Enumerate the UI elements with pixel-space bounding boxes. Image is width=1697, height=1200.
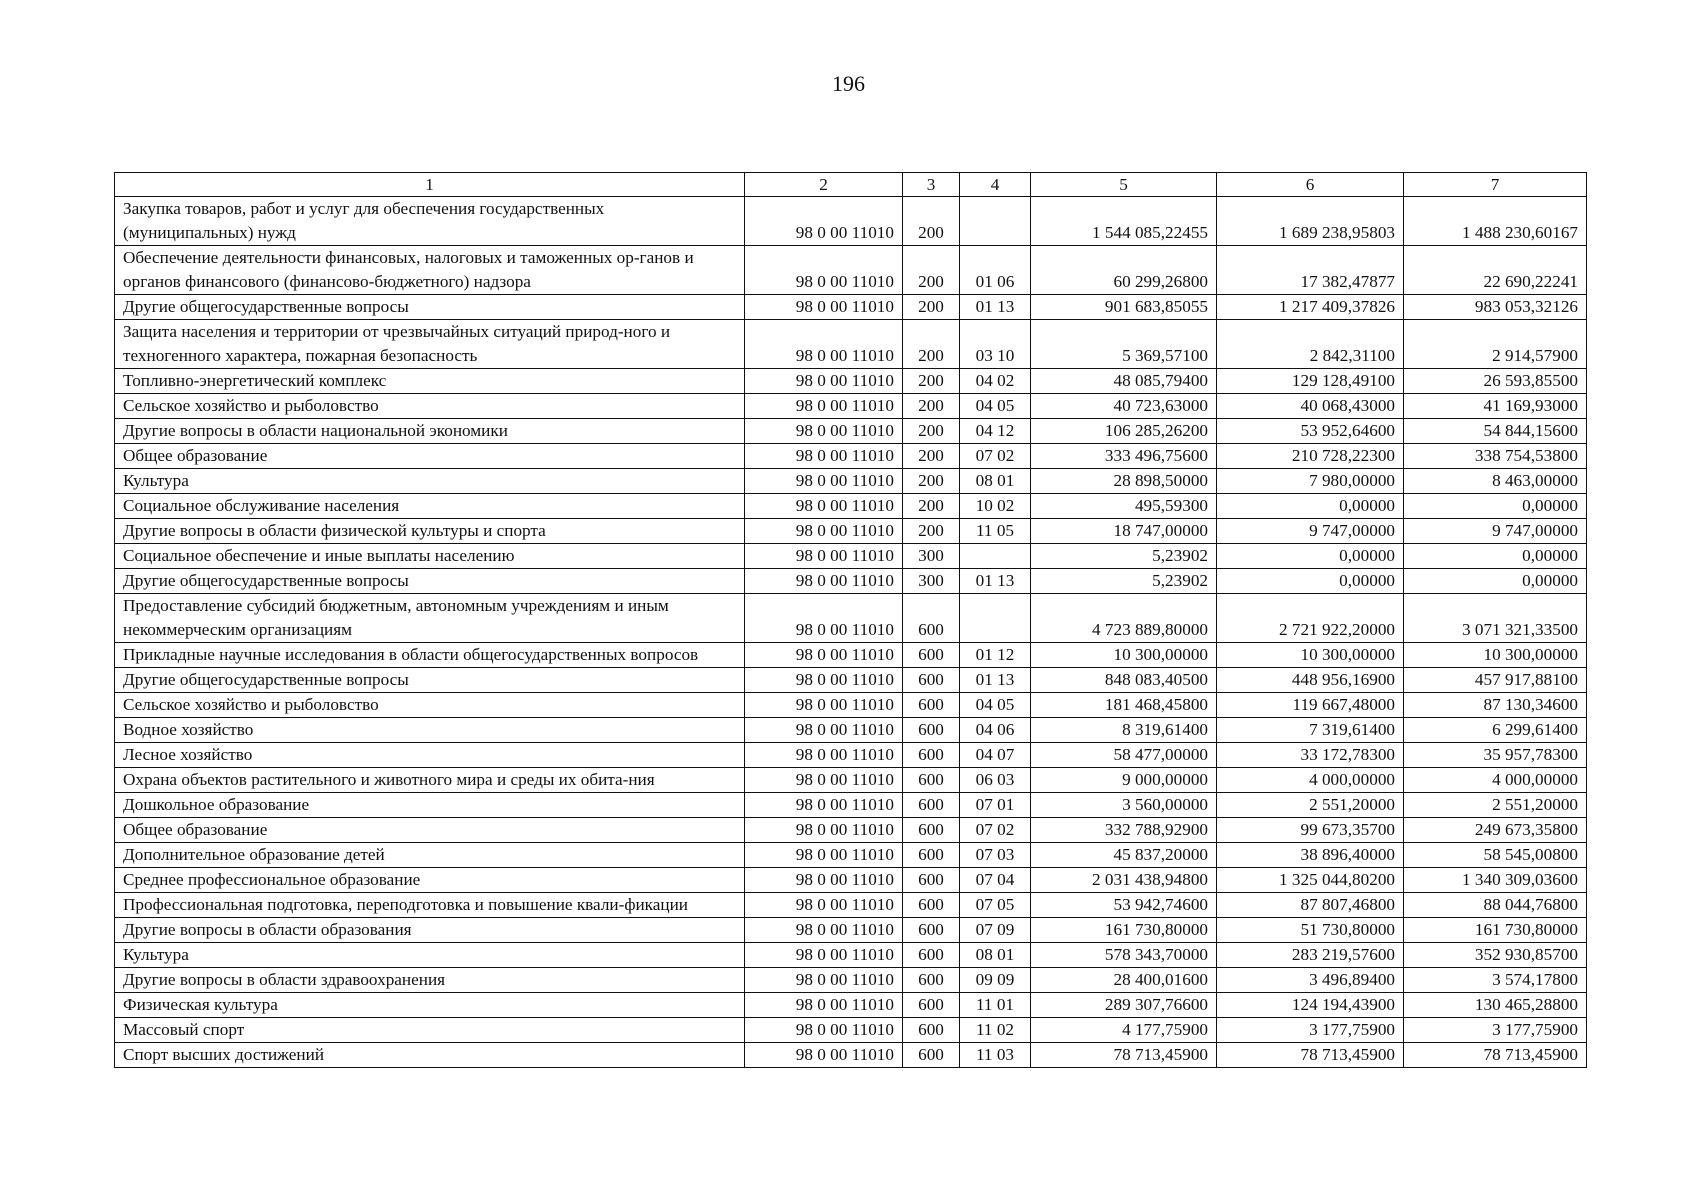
- row-value-col5: 289 307,76600: [1031, 993, 1217, 1018]
- row-value-col7: 54 844,15600: [1404, 419, 1587, 444]
- row-name: Дошкольное образование: [115, 793, 745, 818]
- row-expense-type: 200: [903, 444, 960, 469]
- row-name: Защита населения и территории от чрезвычайных ситуаций природ-ного и техногенного характера, пожарная безопасность: [115, 320, 745, 369]
- row-value-col7: 0,00000: [1404, 544, 1587, 569]
- row-value-col5: 48 085,79400: [1031, 369, 1217, 394]
- row-expense-type: 600: [903, 643, 960, 668]
- row-code: 98 0 00 11010: [745, 519, 903, 544]
- column-header-5: 5: [1031, 173, 1217, 197]
- header-row: [115, 173, 1587, 197]
- column-header-4: 4: [960, 173, 1031, 197]
- row-section: [960, 544, 1031, 569]
- row-value-col6: 119 667,48000: [1217, 693, 1404, 718]
- row-expense-type: 200: [903, 369, 960, 394]
- row-section: 11 01: [960, 993, 1031, 1018]
- row-name: Предоставление субсидий бюджетным, автономным учреждениям и иным некоммерческим организациям: [115, 594, 745, 643]
- row-expense-type: 200: [903, 320, 960, 369]
- table-row: [115, 893, 1587, 918]
- row-expense-type: 300: [903, 569, 960, 594]
- row-value-col7: 87 130,34600: [1404, 693, 1587, 718]
- row-value-col6: 3 496,89400: [1217, 968, 1404, 993]
- page-number: 196: [832, 71, 865, 96]
- row-section: 04 06: [960, 718, 1031, 743]
- table-row: [115, 918, 1587, 943]
- row-code: 98 0 00 11010: [745, 643, 903, 668]
- row-name: Другие вопросы в области физической культуры и спорта: [115, 519, 745, 544]
- row-expense-type: 600: [903, 793, 960, 818]
- row-name: Социальное обеспечение и иные выплаты населению: [115, 544, 745, 569]
- row-value-col6: 99 673,35700: [1217, 818, 1404, 843]
- row-section: 04 05: [960, 394, 1031, 419]
- row-value-col5: 10 300,00000: [1031, 643, 1217, 668]
- row-value-col5: 9 000,00000: [1031, 768, 1217, 793]
- row-expense-type: 600: [903, 893, 960, 918]
- row-section: 07 05: [960, 893, 1031, 918]
- row-expense-type: 600: [903, 1018, 960, 1043]
- table-row: [115, 768, 1587, 793]
- row-code: 98 0 00 11010: [745, 668, 903, 693]
- row-expense-type: 600: [903, 918, 960, 943]
- row-value-col5: 5,23902: [1031, 569, 1217, 594]
- row-code: 98 0 00 11010: [745, 768, 903, 793]
- row-section: 04 05: [960, 693, 1031, 718]
- table-row: [115, 295, 1587, 320]
- row-name: Топливно-энергетический комплекс: [115, 369, 745, 394]
- row-name: Общее образование: [115, 818, 745, 843]
- row-value-col5: 181 468,45800: [1031, 693, 1217, 718]
- row-value-col7: 22 690,22241: [1404, 246, 1587, 295]
- row-value-col7: 4 000,00000: [1404, 768, 1587, 793]
- row-name: Сельское хозяйство и рыболовство: [115, 693, 745, 718]
- row-code: 98 0 00 11010: [745, 246, 903, 295]
- table-row: [115, 1043, 1587, 1068]
- row-section: 11 02: [960, 1018, 1031, 1043]
- row-value-col7: 78 713,45900: [1404, 1043, 1587, 1068]
- row-code: 98 0 00 11010: [745, 197, 903, 246]
- row-name: Культура: [115, 469, 745, 494]
- row-value-col7: 35 957,78300: [1404, 743, 1587, 768]
- row-code: 98 0 00 11010: [745, 843, 903, 868]
- table-row: [115, 246, 1587, 295]
- row-value-col6: 2 842,31100: [1217, 320, 1404, 369]
- row-expense-type: 200: [903, 519, 960, 544]
- row-value-col7: 2 551,20000: [1404, 793, 1587, 818]
- row-value-col6: 129 128,49100: [1217, 369, 1404, 394]
- row-expense-type: 200: [903, 419, 960, 444]
- row-code: 98 0 00 11010: [745, 918, 903, 943]
- row-value-col6: 3 177,75900: [1217, 1018, 1404, 1043]
- row-name: Массовый спорт: [115, 1018, 745, 1043]
- row-value-col5: 161 730,80000: [1031, 918, 1217, 943]
- row-value-col5: 28 400,01600: [1031, 968, 1217, 993]
- row-section: 09 09: [960, 968, 1031, 993]
- row-value-col5: 848 083,40500: [1031, 668, 1217, 693]
- row-expense-type: 600: [903, 968, 960, 993]
- row-name: Другие общегосударственные вопросы: [115, 668, 745, 693]
- row-code: 98 0 00 11010: [745, 444, 903, 469]
- row-value-col6: 78 713,45900: [1217, 1043, 1404, 1068]
- row-value-col5: 3 560,00000: [1031, 793, 1217, 818]
- row-code: 98 0 00 11010: [745, 968, 903, 993]
- row-code: 98 0 00 11010: [745, 394, 903, 419]
- row-code: 98 0 00 11010: [745, 295, 903, 320]
- row-expense-type: 200: [903, 394, 960, 419]
- row-value-col5: 4 723 889,80000: [1031, 594, 1217, 643]
- column-header-1: 1: [115, 173, 745, 197]
- row-name: Профессиональная подготовка, переподготовка и повышение квали-фикации: [115, 893, 745, 918]
- table-row: [115, 668, 1587, 693]
- row-section: 04 07: [960, 743, 1031, 768]
- row-name: Прикладные научные исследования в области общегосударственных вопросов: [115, 643, 745, 668]
- row-value-col5: 53 942,74600: [1031, 893, 1217, 918]
- row-section: [960, 197, 1031, 246]
- row-expense-type: 200: [903, 295, 960, 320]
- row-expense-type: 600: [903, 943, 960, 968]
- row-value-col5: 1 544 085,22455: [1031, 197, 1217, 246]
- row-value-col6: 1 689 238,95803: [1217, 197, 1404, 246]
- row-name: Физическая культура: [115, 993, 745, 1018]
- table-row: [115, 693, 1587, 718]
- column-header-7: 7: [1404, 173, 1587, 197]
- row-section: 07 01: [960, 793, 1031, 818]
- row-value-col7: 8 463,00000: [1404, 469, 1587, 494]
- row-value-col7: 130 465,28800: [1404, 993, 1587, 1018]
- row-section: [960, 594, 1031, 643]
- row-value-col6: 2 721 922,20000: [1217, 594, 1404, 643]
- row-value-col7: 249 673,35800: [1404, 818, 1587, 843]
- row-code: 98 0 00 11010: [745, 320, 903, 369]
- row-expense-type: 600: [903, 1043, 960, 1068]
- row-expense-type: 600: [903, 594, 960, 643]
- row-value-col7: 161 730,80000: [1404, 918, 1587, 943]
- table-row: [115, 569, 1587, 594]
- row-section: 07 09: [960, 918, 1031, 943]
- row-code: 98 0 00 11010: [745, 469, 903, 494]
- row-value-col6: 0,00000: [1217, 544, 1404, 569]
- row-value-col5: 4 177,75900: [1031, 1018, 1217, 1043]
- table-row: [115, 793, 1587, 818]
- row-value-col7: 1 340 309,03600: [1404, 868, 1587, 893]
- row-code: 98 0 00 11010: [745, 793, 903, 818]
- row-section: 01 13: [960, 569, 1031, 594]
- row-expense-type: 600: [903, 868, 960, 893]
- column-header-3: 3: [903, 173, 960, 197]
- row-expense-type: 600: [903, 843, 960, 868]
- row-value-col7: 3 177,75900: [1404, 1018, 1587, 1043]
- row-section: 03 10: [960, 320, 1031, 369]
- row-name: Обеспечение деятельности финансовых, налоговых и таможенных ор-ганов и органов финансового (финансово-бюджетного) надзора: [115, 246, 745, 295]
- column-header-6: 6: [1217, 173, 1404, 197]
- row-value-col7: 0,00000: [1404, 494, 1587, 519]
- row-expense-type: 600: [903, 668, 960, 693]
- row-name: Другие вопросы в области национальной экономики: [115, 419, 745, 444]
- row-value-col7: 1 488 230,60167: [1404, 197, 1587, 246]
- row-section: 10 02: [960, 494, 1031, 519]
- row-value-col5: 2 031 438,94800: [1031, 868, 1217, 893]
- table-row: [115, 197, 1587, 246]
- row-value-col7: 41 169,93000: [1404, 394, 1587, 419]
- row-code: 98 0 00 11010: [745, 943, 903, 968]
- row-code: 98 0 00 11010: [745, 594, 903, 643]
- row-name: Другие вопросы в области здравоохранения: [115, 968, 745, 993]
- row-section: 01 12: [960, 643, 1031, 668]
- row-value-col6: 17 382,47877: [1217, 246, 1404, 295]
- row-expense-type: 200: [903, 469, 960, 494]
- table-row: [115, 818, 1587, 843]
- row-value-col5: 40 723,63000: [1031, 394, 1217, 419]
- row-value-col6: 283 219,57600: [1217, 943, 1404, 968]
- row-value-col6: 51 730,80000: [1217, 918, 1404, 943]
- row-expense-type: 300: [903, 544, 960, 569]
- table-row: [115, 594, 1587, 643]
- row-expense-type: 600: [903, 693, 960, 718]
- row-code: 98 0 00 11010: [745, 743, 903, 768]
- row-value-col5: 5 369,57100: [1031, 320, 1217, 369]
- row-value-col6: 38 896,40000: [1217, 843, 1404, 868]
- row-expense-type: 200: [903, 197, 960, 246]
- row-value-col5: 5,23902: [1031, 544, 1217, 569]
- row-code: 98 0 00 11010: [745, 868, 903, 893]
- row-section: 07 02: [960, 818, 1031, 843]
- row-code: 98 0 00 11010: [745, 419, 903, 444]
- row-code: 98 0 00 11010: [745, 494, 903, 519]
- row-value-col7: 457 917,88100: [1404, 668, 1587, 693]
- row-section: 04 12: [960, 419, 1031, 444]
- row-section: 08 01: [960, 469, 1031, 494]
- row-value-col7: 983 053,32126: [1404, 295, 1587, 320]
- row-name: Охрана объектов растительного и животного мира и среды их обита-ния: [115, 768, 745, 793]
- row-name: Другие общегосударственные вопросы: [115, 295, 745, 320]
- row-section: 01 06: [960, 246, 1031, 295]
- row-expense-type: 200: [903, 494, 960, 519]
- table-row: [115, 394, 1587, 419]
- row-value-col6: 9 747,00000: [1217, 519, 1404, 544]
- row-value-col7: 10 300,00000: [1404, 643, 1587, 668]
- row-value-col5: 332 788,92900: [1031, 818, 1217, 843]
- table-row: [115, 494, 1587, 519]
- table-row: [115, 320, 1587, 369]
- row-value-col5: 45 837,20000: [1031, 843, 1217, 868]
- row-value-col7: 9 747,00000: [1404, 519, 1587, 544]
- table-row: [115, 1018, 1587, 1043]
- row-value-col5: 578 343,70000: [1031, 943, 1217, 968]
- row-expense-type: 600: [903, 993, 960, 1018]
- row-code: 98 0 00 11010: [745, 1043, 903, 1068]
- table-row: [115, 743, 1587, 768]
- row-value-col5: 495,59300: [1031, 494, 1217, 519]
- row-name: Общее образование: [115, 444, 745, 469]
- row-value-col6: 210 728,22300: [1217, 444, 1404, 469]
- row-value-col7: 352 930,85700: [1404, 943, 1587, 968]
- row-value-col6: 1 325 044,80200: [1217, 868, 1404, 893]
- table-row: [115, 993, 1587, 1018]
- row-value-col6: 7 319,61400: [1217, 718, 1404, 743]
- row-value-col5: 106 285,26200: [1031, 419, 1217, 444]
- row-value-col7: 2 914,57900: [1404, 320, 1587, 369]
- row-value-col6: 0,00000: [1217, 494, 1404, 519]
- row-value-col7: 338 754,53800: [1404, 444, 1587, 469]
- row-value-col6: 40 068,43000: [1217, 394, 1404, 419]
- row-name: Спорт высших достижений: [115, 1043, 745, 1068]
- table-row: [115, 868, 1587, 893]
- row-name: Среднее профессиональное образование: [115, 868, 745, 893]
- row-name: Сельское хозяйство и рыболовство: [115, 394, 745, 419]
- table-row: [115, 519, 1587, 544]
- row-section: 11 03: [960, 1043, 1031, 1068]
- row-expense-type: 600: [903, 818, 960, 843]
- table-row: [115, 419, 1587, 444]
- row-section: 04 02: [960, 369, 1031, 394]
- table-row: [115, 544, 1587, 569]
- table-row: [115, 643, 1587, 668]
- row-value-col6: 53 952,64600: [1217, 419, 1404, 444]
- row-value-col6: 1 217 409,37826: [1217, 295, 1404, 320]
- row-value-col5: 901 683,85055: [1031, 295, 1217, 320]
- row-value-col7: 88 044,76800: [1404, 893, 1587, 918]
- row-value-col7: 6 299,61400: [1404, 718, 1587, 743]
- row-code: 98 0 00 11010: [745, 569, 903, 594]
- row-value-col6: 10 300,00000: [1217, 643, 1404, 668]
- row-value-col5: 58 477,00000: [1031, 743, 1217, 768]
- row-value-col5: 8 319,61400: [1031, 718, 1217, 743]
- table-row: [115, 843, 1587, 868]
- row-section: 01 13: [960, 295, 1031, 320]
- row-value-col5: 28 898,50000: [1031, 469, 1217, 494]
- row-value-col5: 18 747,00000: [1031, 519, 1217, 544]
- table-row: [115, 469, 1587, 494]
- row-value-col7: 3 071 321,33500: [1404, 594, 1587, 643]
- row-code: 98 0 00 11010: [745, 893, 903, 918]
- row-name: Водное хозяйство: [115, 718, 745, 743]
- row-section: 07 03: [960, 843, 1031, 868]
- table-row: [115, 718, 1587, 743]
- row-value-col5: 333 496,75600: [1031, 444, 1217, 469]
- row-expense-type: 600: [903, 743, 960, 768]
- row-name: Социальное обслуживание населения: [115, 494, 745, 519]
- row-value-col6: 448 956,16900: [1217, 668, 1404, 693]
- row-code: 98 0 00 11010: [745, 993, 903, 1018]
- table-row: [115, 968, 1587, 993]
- row-code: 98 0 00 11010: [745, 693, 903, 718]
- table-row: [115, 369, 1587, 394]
- row-value-col6: 0,00000: [1217, 569, 1404, 594]
- table-body: [115, 197, 1587, 1068]
- row-value-col6: 87 807,46800: [1217, 893, 1404, 918]
- row-section: 07 04: [960, 868, 1031, 893]
- row-section: 01 13: [960, 668, 1031, 693]
- row-code: 98 0 00 11010: [745, 718, 903, 743]
- budget-table: [114, 172, 1587, 1068]
- row-name: Лесное хозяйство: [115, 743, 745, 768]
- row-name: Другие вопросы в области образования: [115, 918, 745, 943]
- row-name: Культура: [115, 943, 745, 968]
- row-value-col7: 0,00000: [1404, 569, 1587, 594]
- row-section: 06 03: [960, 768, 1031, 793]
- row-value-col6: 2 551,20000: [1217, 793, 1404, 818]
- row-value-col6: 4 000,00000: [1217, 768, 1404, 793]
- row-code: 98 0 00 11010: [745, 369, 903, 394]
- row-value-col6: 33 172,78300: [1217, 743, 1404, 768]
- table-row: [115, 943, 1587, 968]
- row-value-col6: 124 194,43900: [1217, 993, 1404, 1018]
- row-section: 07 02: [960, 444, 1031, 469]
- row-value-col7: 26 593,85500: [1404, 369, 1587, 394]
- column-header-2: 2: [745, 173, 903, 197]
- row-section: 08 01: [960, 943, 1031, 968]
- row-code: 98 0 00 11010: [745, 1018, 903, 1043]
- row-expense-type: 600: [903, 768, 960, 793]
- row-section: 11 05: [960, 519, 1031, 544]
- row-value-col5: 60 299,26800: [1031, 246, 1217, 295]
- row-expense-type: 200: [903, 246, 960, 295]
- row-value-col7: 58 545,00800: [1404, 843, 1587, 868]
- table-row: [115, 444, 1587, 469]
- row-code: 98 0 00 11010: [745, 818, 903, 843]
- row-code: 98 0 00 11010: [745, 544, 903, 569]
- row-value-col5: 78 713,45900: [1031, 1043, 1217, 1068]
- row-name: Закупка товаров, работ и услуг для обеспечения государственных (муниципальных) нужд: [115, 197, 745, 246]
- row-expense-type: 600: [903, 718, 960, 743]
- row-name: Другие общегосударственные вопросы: [115, 569, 745, 594]
- row-value-col7: 3 574,17800: [1404, 968, 1587, 993]
- row-name: Дополнительное образование детей: [115, 843, 745, 868]
- row-value-col6: 7 980,00000: [1217, 469, 1404, 494]
